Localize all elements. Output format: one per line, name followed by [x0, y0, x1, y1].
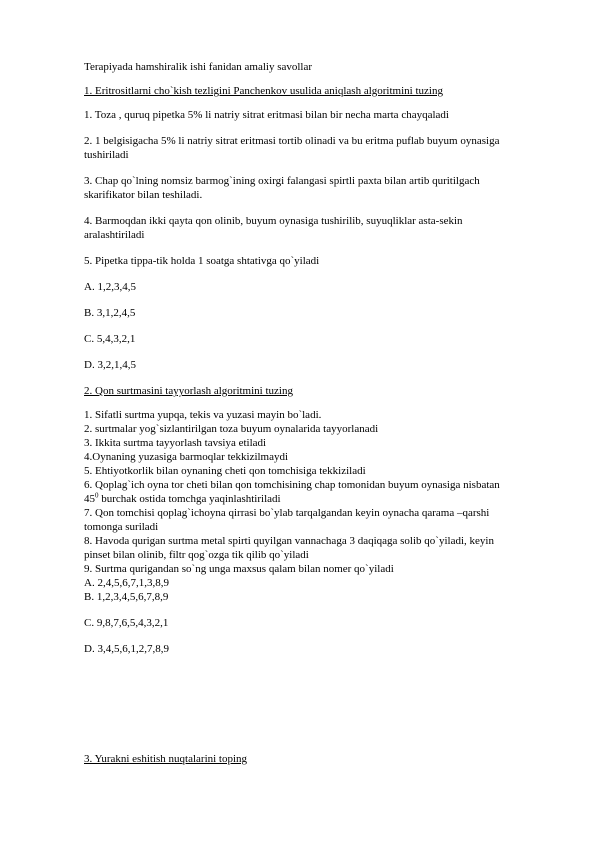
q1-step-1: 1. Toza , quruq pipetka 5% li natriy sitrat eritmasi bilan bir necha marta chayqaladi: [84, 109, 449, 121]
q2-step-7: 7. Qon tomchisi qoplag`ichoyna qirrasi bo`ylab tarqalgandan keyin oynacha qarama –qarshi: [84, 507, 490, 519]
q1-option-c: C. 5,4,3,2,1: [84, 333, 136, 345]
q2-step-4: 4.Oynaning yuzasiga barmoqlar tekkizilmaydi: [84, 451, 289, 463]
q1-step-5: 5. Pipetka tippa-tik holda 1 soatga shtativga qo`yiladi: [84, 255, 320, 267]
question-1-heading: 1. Eritrositlarni cho`kish tezligini Panchenkov usulida aniqlash algoritmini tuzing: [84, 85, 443, 97]
question-3-heading: 3. Yurakni eshitish nuqtalarini toping: [84, 753, 248, 765]
q2-step-2: 2. surtmalar yog`sizlantirilgan toza buyum oynalarida tayyorlanadi: [84, 423, 379, 435]
q1-option-d: D. 3,2,1,4,5: [84, 359, 136, 371]
q1-step-4-cont: aralashtiriladi: [84, 229, 145, 241]
q2-step-7-cont: tomonga suriladi: [84, 521, 159, 533]
q1-option-a: A. 1,2,3,4,5: [84, 281, 136, 293]
q1-step-2-cont: tushiriladi: [84, 149, 129, 161]
q2-step-8-cont: pinset bilan olinib, filtr qog`ozga tik qilib qo`yiladi: [84, 549, 309, 561]
q1-step-4: 4. Barmoqdan ikki qayta qon olinib, buyum oynasiga tushirilib, suyuqliklar asta-sekin: [84, 215, 463, 227]
q1-step-3: 3. Chap qo`lning nomsiz barmog`ining oxirgi falangasi spirtli paxta bilan artib quritilgach: [84, 175, 480, 187]
q2-option-d: D. 3,4,5,6,1,2,7,8,9: [84, 643, 169, 655]
q1-step-2: 2. 1 belgisigacha 5% li natriy sitrat eritmasi tortib olinadi va bu eritma puflab buyum oynasiga: [84, 135, 500, 147]
question-2-heading: 2. Qon surtmasini tayyorlash algoritmini tuzing: [84, 385, 293, 397]
q2-step-9: 9. Surtma qurigandan so`ng unga maxsus qalam bilan nomer qo`yiladi: [84, 563, 394, 575]
degree-superscript: 0: [95, 491, 99, 500]
angle-text: burchak ostida tomchga yaqinlashtiriladi: [98, 493, 281, 505]
q2-step-3: 3. Ikkita surtma tayyorlash tavsiya etiladi: [84, 437, 267, 449]
q2-step-1: 1. Sifatli surtma yupqa, tekis va yuzasi mayin bo`ladi.: [84, 409, 322, 421]
q2-option-c: C. 9,8,7,6,5,4,3,2,1: [84, 617, 169, 629]
document-title: Terapiyada hamshiralik ishi fanidan amaliy savollar: [84, 61, 313, 73]
angle-value: 45: [84, 493, 95, 505]
q2-step-5: 5. Ehtiyotkorlik bilan oynaning cheti qon tomchisiga tekkiziladi: [84, 465, 366, 477]
q2-option-b: B. 1,2,3,4,5,6,7,8,9: [84, 591, 169, 603]
q1-step-3-cont: skarifikator bilan teshiladi.: [84, 189, 203, 201]
q2-step-6: 6. Qoplag`ich oyna tor cheti bilan qon tomchisining chap tomonidan buyum oynasiga nisbatan: [84, 479, 500, 491]
q2-option-a: A. 2,4,5,6,7,1,3,8,9: [84, 577, 169, 589]
q2-step-8: 8. Havoda qurigan surtma metal spirti quyilgan vannachaga 3 daqiqaga solib qo`yiladi, keyin: [84, 535, 494, 547]
q1-option-b: B. 3,1,2,4,5: [84, 307, 136, 319]
q2-step-6-cont: [84, 492, 544, 506]
